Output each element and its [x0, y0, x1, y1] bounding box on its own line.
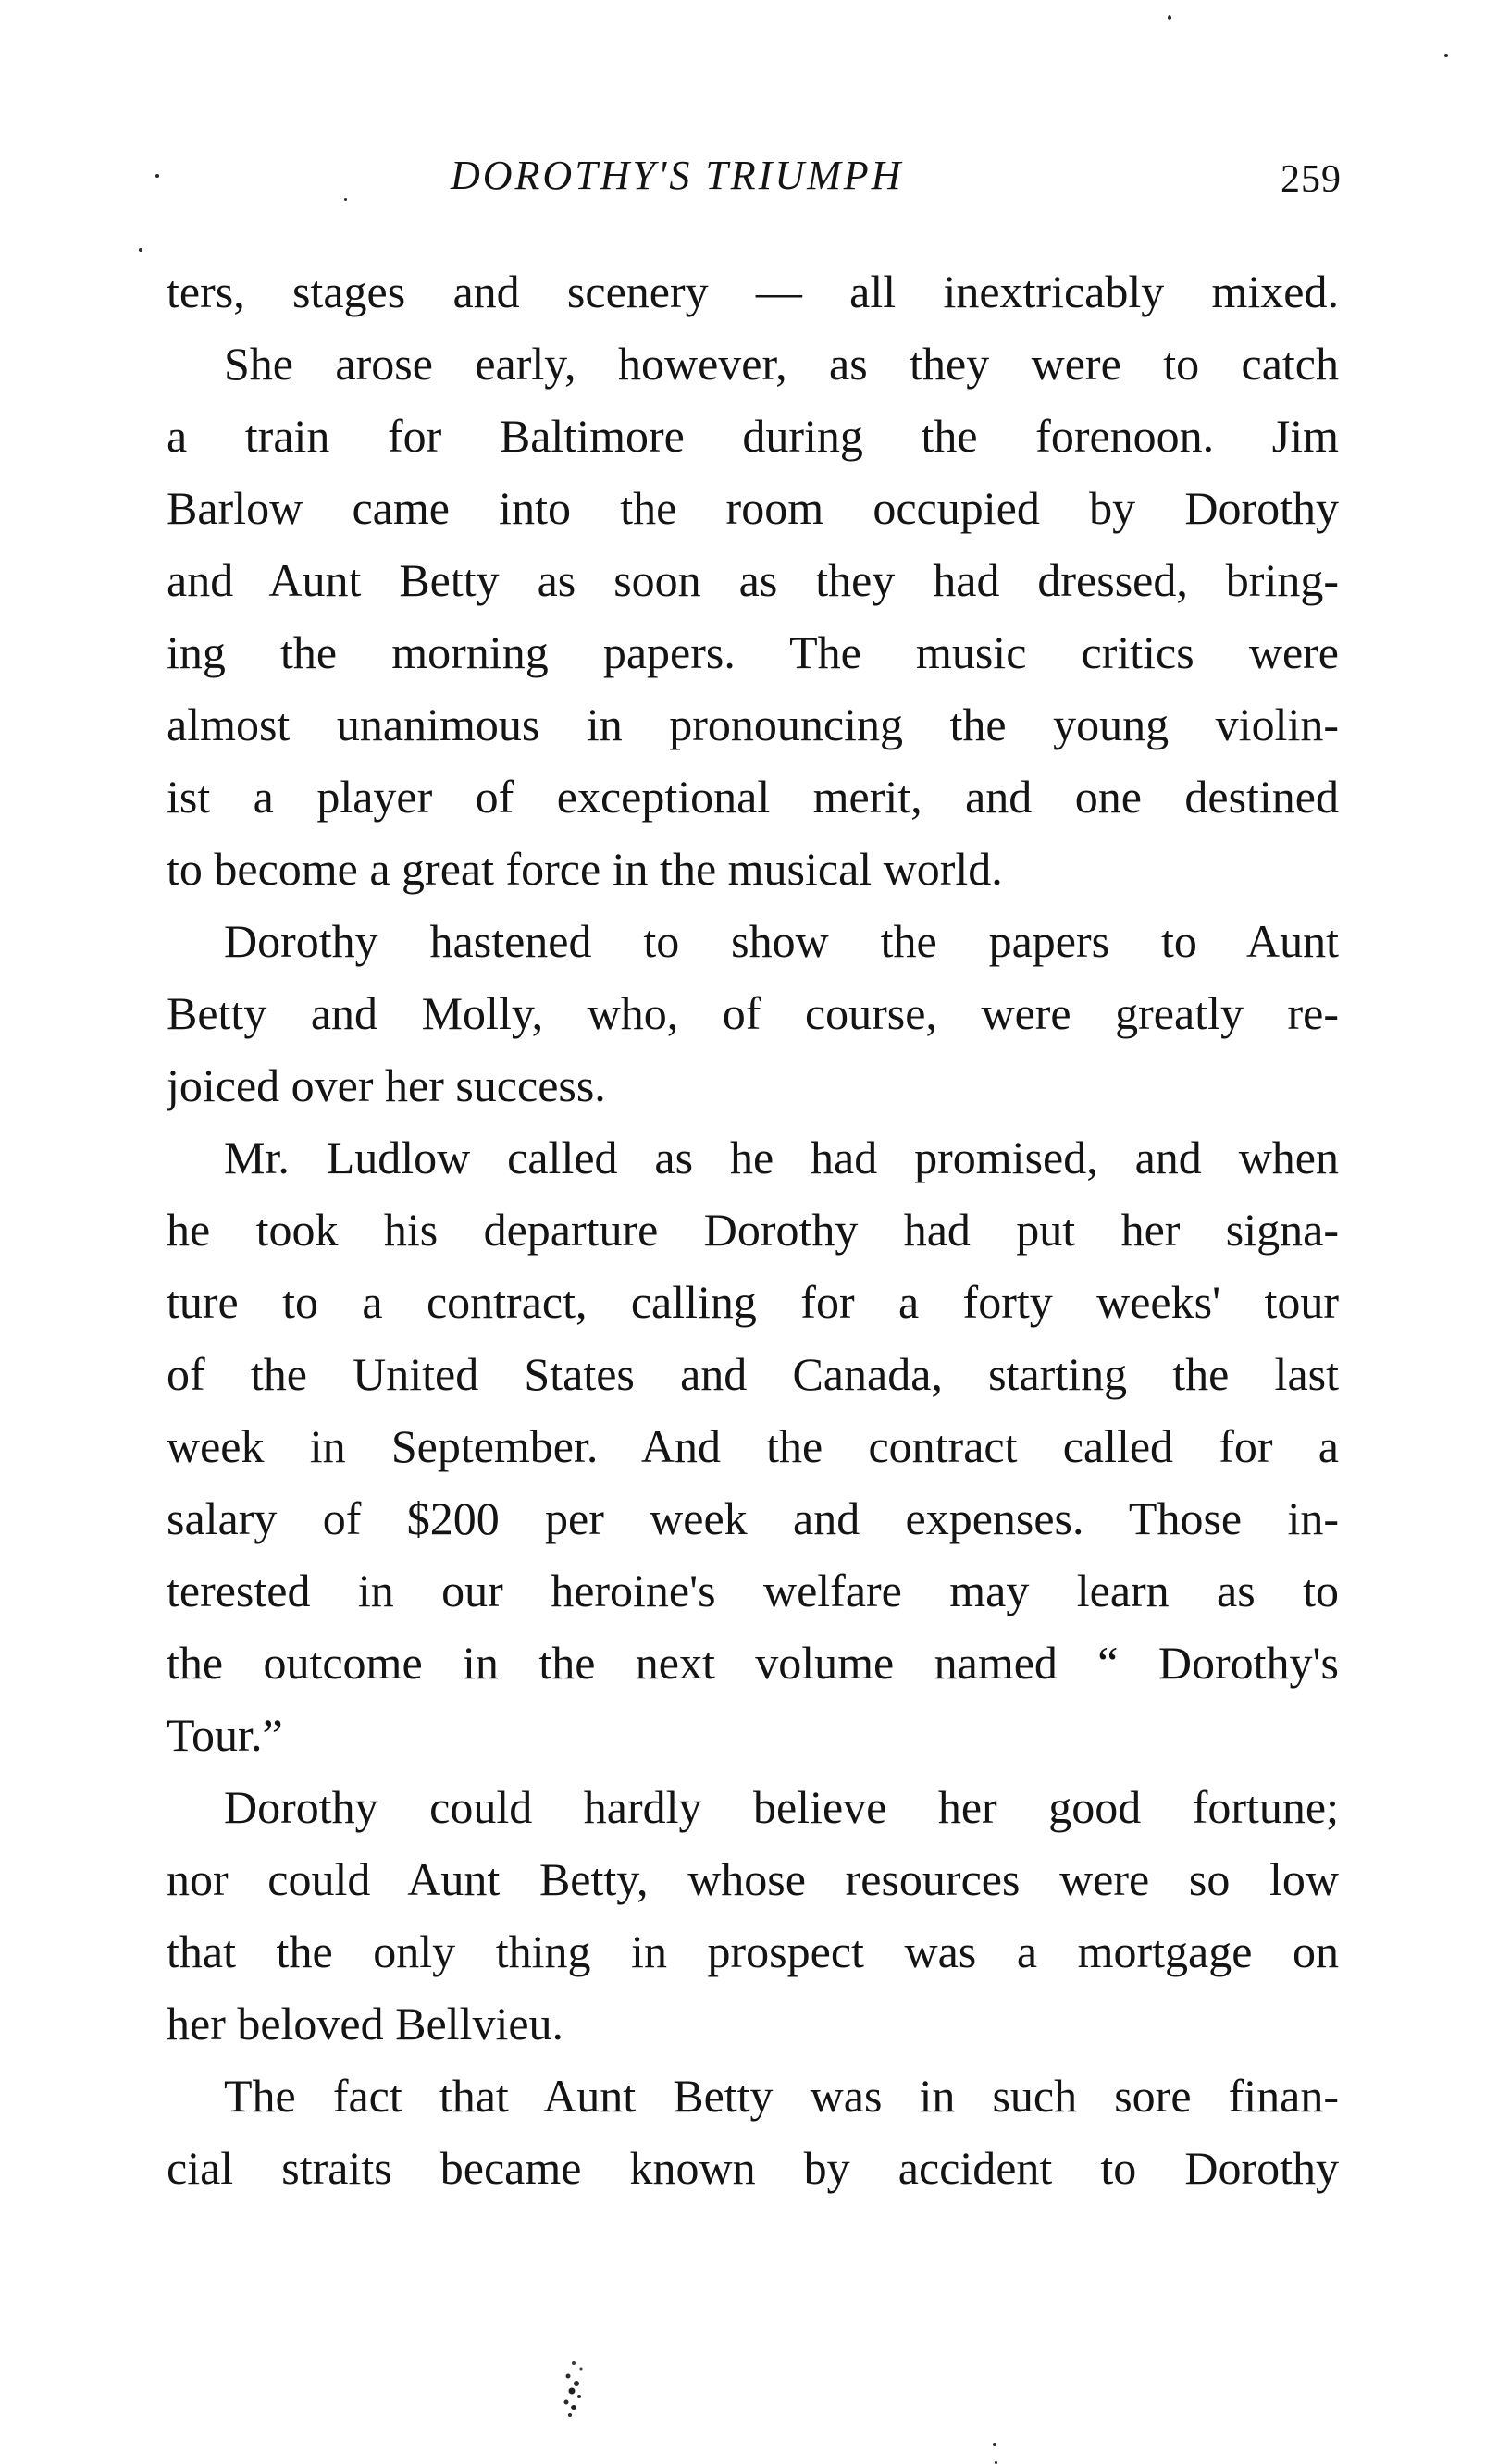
- text-line: and Aunt Betty as soon as they had dressed, bring-: [167, 554, 1339, 606]
- paragraph-last-line: joiced over her success.: [167, 1059, 606, 1111]
- text-line: that the only thing in prospect was a mortgage on: [167, 1925, 1339, 1977]
- text-line: week in September. And the contract called for a: [167, 1420, 1339, 1472]
- text-line: almost unanimous in pronouncing the young violin-: [167, 699, 1339, 750]
- body-text: [167, 255, 1339, 2204]
- text-line: nor could Aunt Betty, whose resources were so low: [167, 1853, 1339, 1905]
- text-line: the outcome in the next volume named “ Dorothy's: [167, 1637, 1339, 1689]
- text-line: Barlow came into the room occupied by Dorothy: [167, 482, 1339, 534]
- text-line: salary of $200 per week and expenses. Those in-: [167, 1492, 1339, 1544]
- running-header: [167, 148, 1342, 204]
- text-line: ing the morning papers. The music critics were: [167, 626, 1339, 678]
- text-line: Betty and Molly, who, of course, were greatly re-: [167, 987, 1339, 1039]
- paragraph-first-line: Dorothy hastened to show the papers to Aunt: [224, 915, 1339, 967]
- text-line: ist a player of exceptional merit, and one destined: [167, 771, 1339, 823]
- text-line: cial straits became known by accident to Dorothy: [167, 2142, 1339, 2194]
- paragraph-last-line: her beloved Bellvieu.: [167, 1998, 564, 2049]
- scan-speck: [993, 2443, 996, 2446]
- text-line: terested in our heroine's welfare may learn as to: [167, 1565, 1339, 1616]
- scan-speck: [1168, 15, 1171, 20]
- paragraph-first-line: Dorothy could hardly believe her good fortune;: [224, 1781, 1339, 1833]
- paragraph-first-line: The fact that Aunt Betty was in such sore finan-: [224, 2070, 1339, 2122]
- paragraph-first-line: She arose early, however, as they were to catch: [224, 338, 1339, 390]
- paragraph-last-line: to become a great force in the musical world.: [167, 843, 1003, 895]
- running-title: DOROTHY'S TRIUMPH: [451, 153, 904, 198]
- scan-speck: [155, 174, 159, 178]
- text-line: ture to a contract, calling for a forty weeks' tour: [167, 1276, 1339, 1328]
- page-number: 259: [1281, 158, 1342, 201]
- paragraph-last-line: Tour.”: [167, 1709, 283, 1761]
- scan-speck: [1444, 54, 1448, 57]
- text-line: of the United States and Canada, starting the last: [167, 1348, 1339, 1400]
- text-line: a train for Baltimore during the forenoon. Jim: [167, 410, 1339, 462]
- scan-speck: [344, 198, 347, 201]
- paragraph-first-line: Mr. Ludlow called as he had promised, and when: [224, 1132, 1339, 1183]
- text-line: he took his departure Dorothy had put her signa-: [167, 1204, 1339, 1256]
- ink-smudge: [553, 2358, 592, 2422]
- scan-speck: [139, 248, 142, 252]
- text-line: ters, stages and scenery — all inextricably mixed.: [167, 266, 1339, 317]
